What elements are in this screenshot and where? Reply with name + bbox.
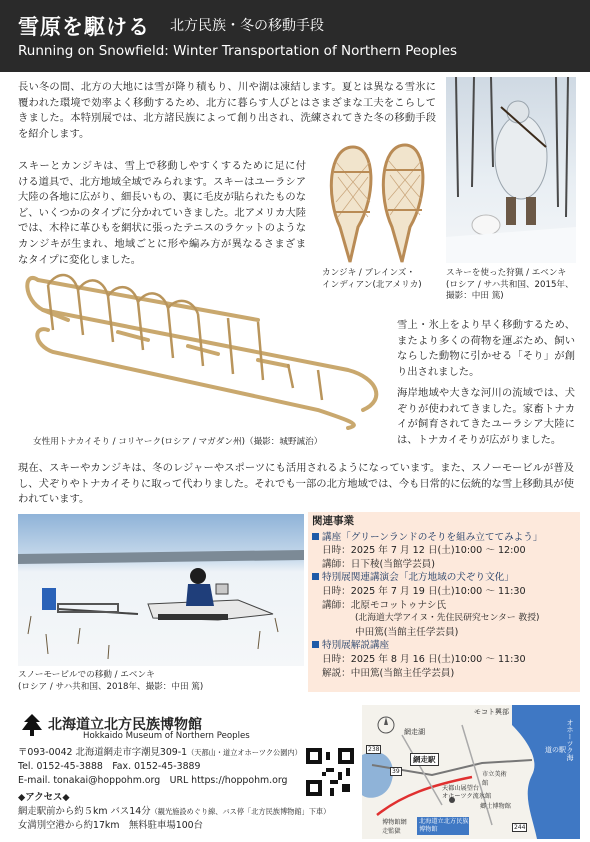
page-subtitle: 北方民族・冬の移動手段 xyxy=(170,18,324,34)
event-item: 特別展解説講座 日時：2025 年 8 月 16 日(土)10:00 ～ 11:30 解説：中田篤(当館主任学芸員) xyxy=(312,639,572,680)
sled-caption: 女性用トナカイそり / コリヤーク(ロシア / マガダン州)（撮影：城野誠治） xyxy=(33,437,323,447)
map-label: 道の駅 xyxy=(545,746,566,754)
map-label: 博物館網走監獄 xyxy=(382,819,407,835)
sled-paragraph: 雪上・氷上をより早く移動するため、またより多くの荷物を運ぶため、飼いならした動物に引かせる「そり」が創り出されました。 xyxy=(397,319,575,378)
access-bus: 網走駅前から約５km バス14分（観光施設めぐり線、バス停「北方民族博物館」下車） xyxy=(18,806,331,817)
map-label: 郷土博物館 xyxy=(480,803,511,810)
museum-name: 北海道立北方民族博物館 xyxy=(48,717,202,733)
english-title: Running on Snowfield: Winter Transportation of Northern Peoples xyxy=(18,43,458,59)
contact-line xyxy=(18,774,308,788)
snowshoe-caption: カンジキ / ブレインズ・ インディアン(北アメリカ) xyxy=(322,268,422,290)
bullet-square-icon xyxy=(312,641,319,648)
email-link[interactable]: E-mail. tonakai@hoppohm.org xyxy=(18,775,161,786)
map-label: オホーツク海 xyxy=(566,719,574,761)
website-link[interactable]: URL https://hoppohm.org xyxy=(169,775,288,786)
bullet-square-icon xyxy=(312,573,319,580)
access-heading: ◆アクセス◆ xyxy=(18,792,70,803)
event-item: 講座「グリーンランドのそりを組み立ててみよう」 日時：2025 年 7 月 12 日(土)10:00 ～ 12:00 講師：日下稜(当館学芸員) xyxy=(312,531,572,572)
snowmobile-caption: スノーモービルでの移動 / エベンキ (ロシア / サハ共和国、2018年、撮影：中田 篤) xyxy=(18,670,204,692)
bullet-square-icon xyxy=(312,533,319,540)
reindeer-sled-photo xyxy=(18,260,390,430)
page-title: 雪原を駆ける xyxy=(18,14,150,39)
museum-logo-icon xyxy=(20,712,44,738)
route-marker: 39 xyxy=(392,768,400,775)
map-label: 天都山展望台 オホーツク流氷館 xyxy=(442,785,492,800)
museum-name-en: Hokkaido Museum of Northern Peoples xyxy=(83,731,250,741)
access-airport: 女満別空港から約17km 無料駐車場100台 xyxy=(18,820,204,831)
events-heading: 関連事業 xyxy=(312,515,354,527)
tel-fax-line: Tel. 0152-45-3888 Fax. 0152-45-3889 xyxy=(18,761,201,772)
map-label: 網走駅 xyxy=(410,753,439,766)
dog-sled-paragraph: 海岸地域や大きな河川の流域では、犬ぞりが使われてきました。家畜トナカイが飼育されてきたユーラシア大陸には、トナカイそりが広がりました。 xyxy=(397,387,575,446)
address-line: 〒093-0042 北海道網走市字潮見309-1（天都山・道立オホーツク公園内） xyxy=(18,747,302,758)
intro-paragraph: 長い冬の間、北方の大地には雪が降り積もり、川や湖は凍結します。夏とは異なる雪氷に覆われた環境で効率よく移動するため、北方に暮らす人びとはさまざまな工夫をこらしてきました。本特別展では、北方諸民族によって創り出され、洗練されてきた冬の移動手段を紹介します。 xyxy=(18,81,436,140)
ski-paragraph: スキーとカンジキは、雪上で移動しやすくするために足に付ける道具で、北方地域全域でみられます。スキーはユーラシア大陸の各地に広がり、細長いもの、裏に毛皮が貼られたものなど、いくつかのタイプに分かれていきました。北アメリカ大陸では、木枠に革ひもを網状に張ったテニスのラケットのようなカンジキが生まれ、地域ごとに形や編み方が異なるさまざまなタイプに変化しました。 xyxy=(18,160,306,266)
events-panel xyxy=(312,515,572,680)
snowmobile-photo xyxy=(18,514,304,666)
snowshoes-photo xyxy=(318,142,440,264)
map-label: 網走湖 xyxy=(404,728,425,736)
hunting-photo xyxy=(446,77,576,263)
qr-code-icon[interactable] xyxy=(306,748,354,796)
access-map xyxy=(362,705,580,839)
map-label: 市立美術館 xyxy=(482,771,507,787)
modern-paragraph: 現在、スキーやカンジキは、冬のレジャーやスポーツにも活用されるようになっています。また、スノーモービルが普及し、犬ぞりやトナカイそりに取って代わりました。それでも一部の北方地域では、今も日常的に伝統的な雪上移動具が使われています。 xyxy=(18,462,574,506)
event-item: 特別展関連講演会「北方地域の犬ぞり文化」 日時：2025 年 7 月 19 日(土)10:00 ～ 11:30 講師：北原モコットゥナシ氏 (北海道大学アイヌ・先住民研究センター 教授) 中田篤(当館主任学芸員) xyxy=(312,571,572,639)
map-museum-label: 北海道立北方民族博物館 xyxy=(419,818,469,833)
route-marker: 238 xyxy=(368,746,380,753)
hunt-caption: スキーを使った狩猟 / エベンキ (ロシア / サハ共和国、2015年、 撮影：中田 篤) xyxy=(446,268,574,301)
map-label: モコト興部 xyxy=(474,708,509,716)
route-marker: 244 xyxy=(514,824,526,831)
